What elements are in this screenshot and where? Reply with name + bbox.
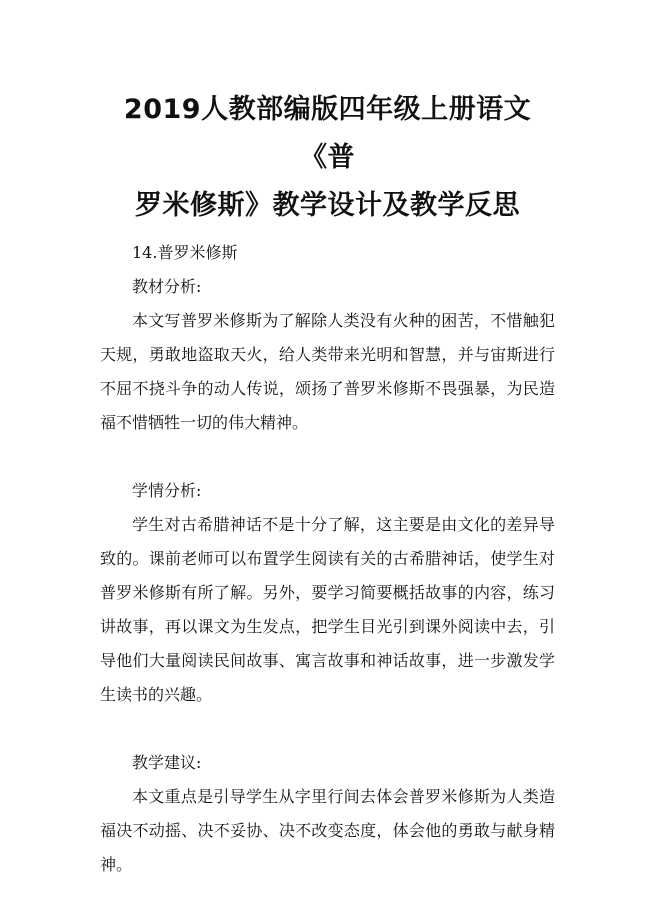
paragraph-spacer <box>100 712 555 746</box>
section-body-student-analysis: 学生对古希腊神话不是十分了解，这主要是由文化的差异导致的。课前老师可以布置学生阅读有关的古希腊神话，使学生对普罗米修斯有所了解。另外，要学习简要概括故事的内容，练习讲故事，再以课文为生发点，把学生目光引到课外阅读中去，引导他们大量阅读民间故事、寓言故事和神话故事，进一步激发学生读书的兴趣。 <box>100 515 555 704</box>
lesson-number: 14.普罗米修斯 <box>132 243 238 262</box>
section-heading-textbook-analysis: 教材分析: <box>132 277 202 296</box>
section-heading-teaching-suggestions: 教学建议: <box>132 753 202 772</box>
title-line-2: 罗米修斯》教学设计及教学反思 <box>135 190 520 221</box>
paragraph-spacer <box>100 440 555 474</box>
section-body-textbook-analysis: 本文写普罗米修斯为了解除人类没有火种的困苦，不惜触犯天规，勇敢地盗取天火，给人类带来光明和智慧，并与宙斯进行不屈不挠斗争的动人传说，颂扬了普罗米修斯不畏强暴，为民造福不惜牺牲一切的伟大精神。 <box>100 311 555 432</box>
title-line-1: 2019人教部编版四年级上册语文《普 <box>123 94 532 173</box>
document-title <box>100 86 555 230</box>
section-heading-student-analysis: 学情分析: <box>132 481 202 500</box>
section-body-teaching-suggestions: 本文重点是引导学生从字里行间去体会普罗米修斯为人类造福决不动摇、决不妥协、决不改变态度，体会他的勇敢与献身精神。 <box>100 787 555 874</box>
